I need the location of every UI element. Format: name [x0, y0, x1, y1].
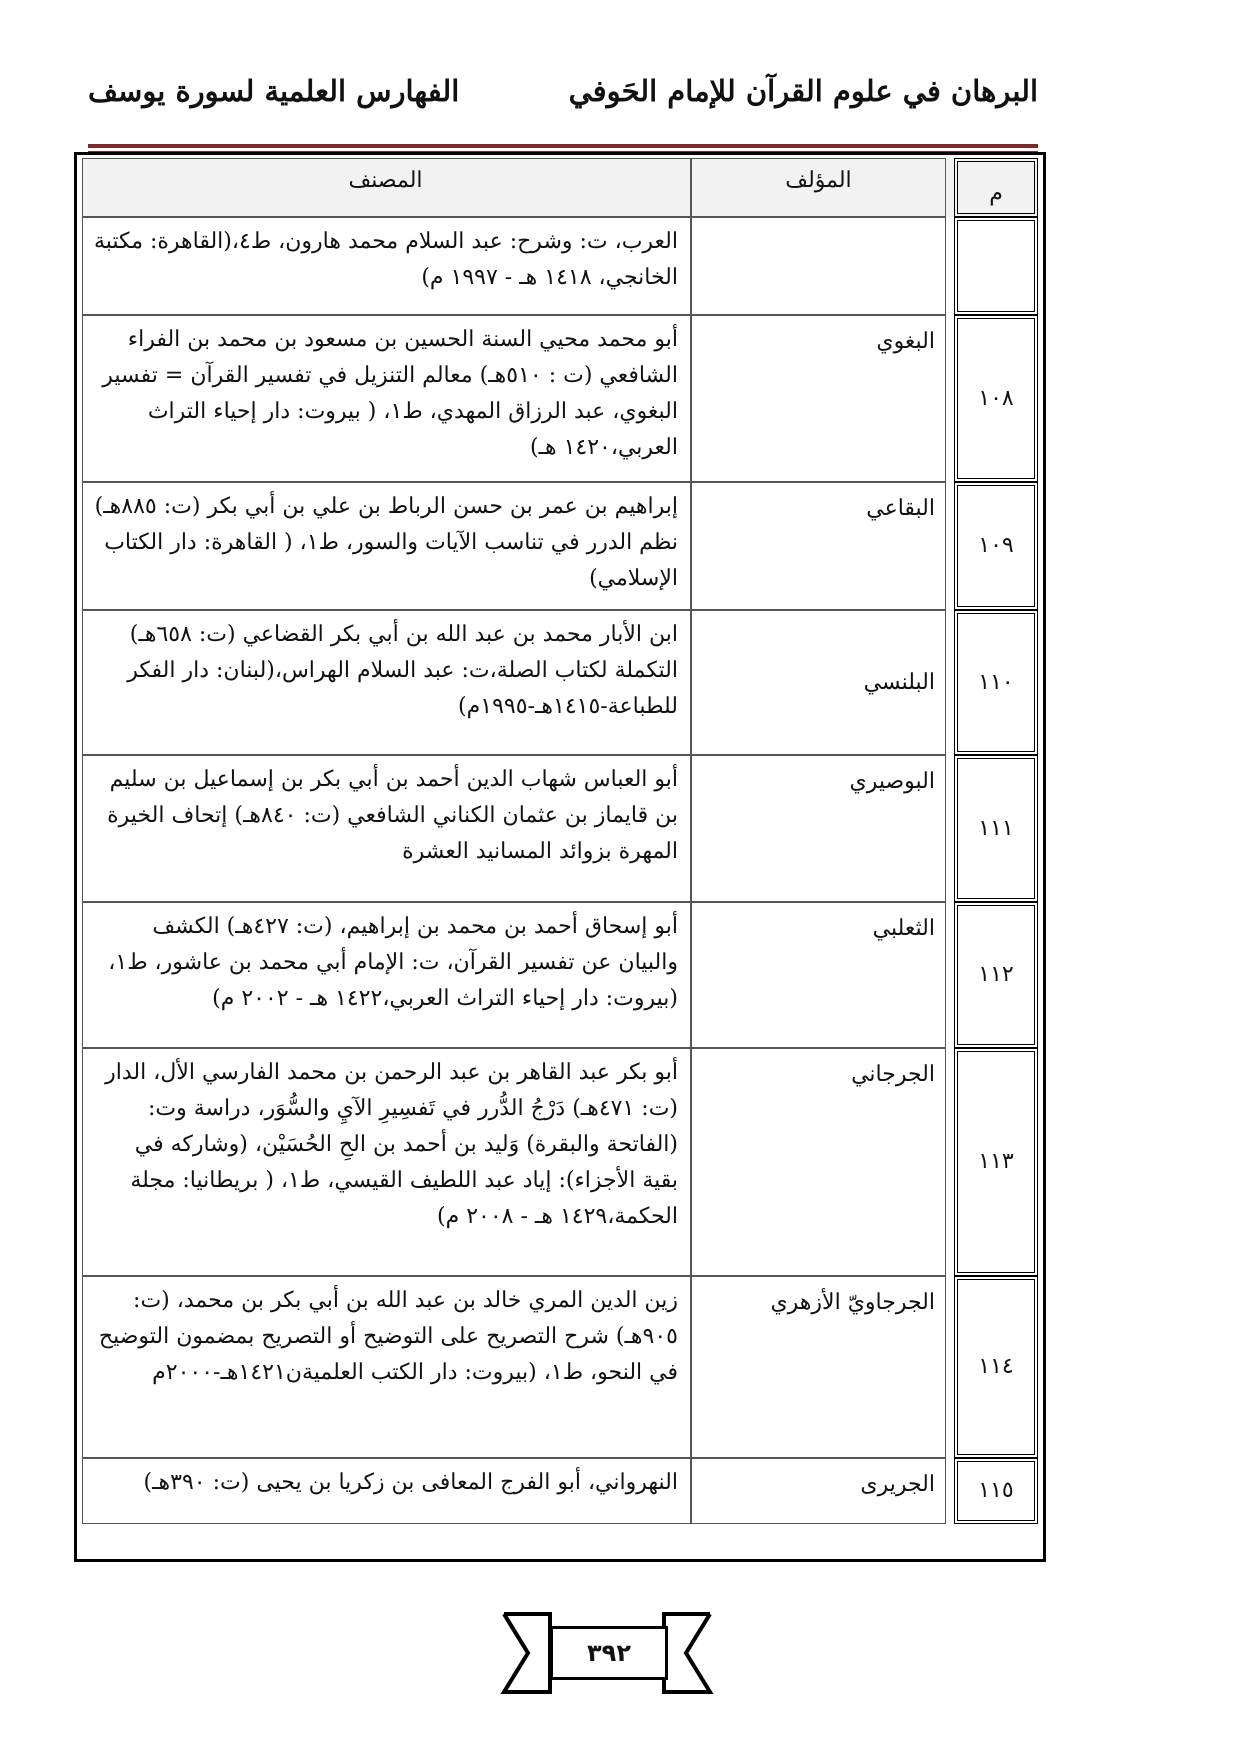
row-num: ١١١ [954, 755, 1038, 902]
row-author: البغوي [691, 315, 946, 482]
row-num: ١٠٩ [954, 482, 1038, 610]
table-header-row [82, 158, 1038, 217]
row-author: البلنسي [691, 610, 946, 755]
row-num: ١٠٨ [954, 315, 1038, 482]
row-author [691, 217, 946, 315]
row-work: أبو العباس شهاب الدين أحمد بن أبي بكر بن إسماعيل بن سليم بن قايماز بن عثمان الكناني الشافعي (ت: ٨٤٠هـ) إتحاف الخيرة المهرة بزوائد المسانيد العشرة [82, 755, 691, 902]
col-header-num: م [954, 158, 1038, 217]
table-row [82, 482, 1038, 610]
row-author: البوصيري [691, 755, 946, 902]
table-row [82, 315, 1038, 482]
bibliography-table [82, 158, 1038, 1524]
row-author: الثعلبي [691, 902, 946, 1048]
header-rule [88, 144, 1038, 148]
table-row [82, 1458, 1038, 1524]
row-work: ابن الأبار محمد بن عبد الله بن أبي بكر القضاعي (ت: ٦٥٨هـ) التكملة لكتاب الصلة،ت: عبد السلام الهراس،(لبنان: دار الفكر للطباعة-١٤١٥هـ-١٩٩٥م) [82, 610, 691, 755]
page-number: ٣٩٢ [550, 1626, 668, 1680]
row-num: ١١٣ [954, 1048, 1038, 1276]
row-author: البقاعي [691, 482, 946, 610]
row-num [954, 217, 1038, 315]
page-header [88, 66, 1038, 116]
table-row [82, 1276, 1038, 1458]
table-row [82, 755, 1038, 902]
row-work: أبو إسحاق أحمد بن محمد بن إبراهيم، (ت: ٤٢٧هـ) الكشف والبيان عن تفسير القرآن، ت: الإمام أبي محمد بن عاشور، ط١، (بيروت: دار إحياء التراث العربي،١٤٢٢ هـ - ٢٠٠٢ م) [82, 902, 691, 1048]
row-num: ١١٢ [954, 902, 1038, 1048]
row-work: زين الدين المري خالد بن عبد الله بن أبي بكر بن محمد، (ت: ٩٠٥هـ) شرح التصريح على التوضيح أو التصريح بمضمون التوضيح في النحو، ط١، (بيروت: دار الكتب العلميةن١٤٢١هـ-٢٠٠٠م [82, 1276, 691, 1458]
row-work: العرب، ت: وشرح: عبد السلام محمد هارون، ط٤،(القاهرة: مكتبة الخانجي، ١٤١٨ هـ - ١٩٩٧ م) [82, 217, 691, 315]
row-work: أبو محمد محيي السنة الحسين بن مسعود بن محمد بن الفراء الشافعي (ت : ٥١٠هـ) معالم التنزيل في تفسير القرآن = تفسير البغوي، عبد الرزاق المهدي، ط١، ( بيروت: دار إحياء التراث العربي،١٤٢٠ هـ) [82, 315, 691, 482]
table-row [82, 217, 1038, 315]
book-title: البرهان في علوم القرآن للإمام الحَوفي [568, 74, 1038, 108]
row-work: إبراهيم بن عمر بن حسن الرباط بن علي بن أبي بكر (ت: ٨٨٥هـ) نظم الدرر في تناسب الآيات والسور، ط١، ( القاهرة: دار الكتاب الإسلامي) [82, 482, 691, 610]
row-num: ١١٤ [954, 1276, 1038, 1458]
row-num: ١١٥ [954, 1458, 1038, 1524]
table-row [82, 1048, 1038, 1276]
section-title: الفهارس العلمية لسورة يوسف [88, 74, 460, 108]
row-num: ١١٠ [954, 610, 1038, 755]
col-header-work: المصنف [82, 158, 691, 217]
col-header-author: المؤلف [691, 158, 946, 217]
table-row [82, 610, 1038, 755]
table-row [82, 902, 1038, 1048]
row-work: أبو بكر عبد القاهر بن عبد الرحمن بن محمد الفارسي الأل، الدار (ت: ٤٧١هـ) دَرْجُ الدُّرر في تَفسِيرِ الآيِ والسُّوَر، دراسة وت: (الفاتحة والبقرة) وَليد بن أحمد بن الحِ الحُسَيْن، (وشاركه في بقية الأجزاء): إياد عبد اللطيف القيسي، ط١، ( بريطانيا: مجلة الحكمة،١٤٢٩ هـ - ٢٠٠٨ م) [82, 1048, 691, 1276]
row-author: الجريرى [691, 1458, 946, 1524]
row-author: الجرجاني [691, 1048, 946, 1276]
row-author: الجرجاويّ الأزهري [691, 1276, 946, 1458]
row-work: النهرواني، أبو الفرج المعافى بن زكريا بن يحيى (ت: ٣٩٠هـ) [82, 1458, 691, 1524]
